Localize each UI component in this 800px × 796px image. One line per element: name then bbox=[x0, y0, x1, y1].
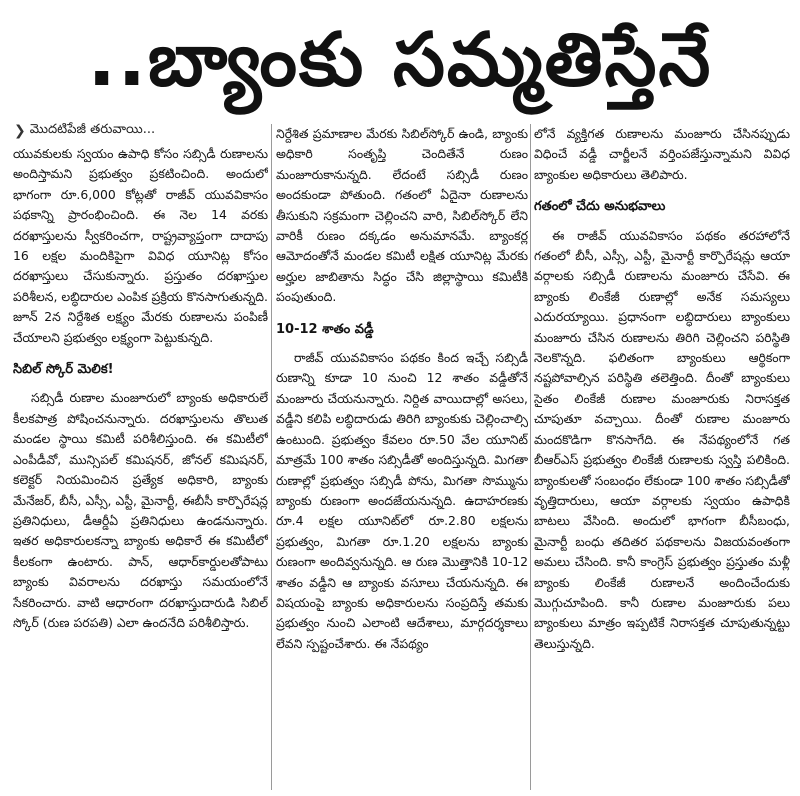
subheading: 10-12 శాతం వడ్డీ bbox=[276, 321, 374, 337]
paragraph: యువకులకు స్వయం ఉపాధి కోసం సబ్సిడీ రుణాలను అందిస్తామని ప్రభుత్వం ప్రకటించింది. అందులో భాగంగా రూ.6,000 కోట్లతో రాజీవ్ యువవికాసం పథకాన్ని ప్రారంభించింది. ఈ నెల 14 వరకు దరఖాస్తులను స్వీకరించగా, రాష్ట్రవ్యాప్తంగా దాదాపు 16 లక్షల మందికిపైగా వివిధ యూనిట్ల కోసం దరఖాస్తులు చేసుకున్నారు. ప్రస్తుతం దరఖాస్తుల పరిశీలన, లబ్ధిదారుల ఎంపిక ప్రక్రియ కొనసాగుతున్నది. జూన్ 2న నిర్దేశిత లక్ష్యం మేరకు రుణాలను పంపిణీ చేయాలని ప్రభుత్వం లక్ష్యంగా పెట్టుకున్నది. bbox=[13, 146, 268, 345]
paragraph: ఈ రాజీవ్ యువవికాసం పథకం తరహాలోనే గతంలో బీసీ, ఎస్సీ, ఎస్టీ, మైనార్టీ కార్పొరేషన్లు ఆయా వర్గాలకు సబ్సిడీ రుణాలను మంజూరు చేసేవి. ఈ బ్యాంకు లింకేజీ రుణాల్లో అనేక సమస్యలు ఎదురయ్యాయి. ప్రధానంగా లబ్ధిదారులు బ్యాంకులు మంజూరు చేసిన రుణాలను తిరిగి చెల్లించని పరిస్థితి నెలకొన్నది. ఫలితంగా బ్యాంకులు ఆర్థికంగా నష్టపోవాల్సిన పరిస్థితి తలెత్తింది. దీంతో బ్యాంకులు సైతం లింకేజీ రుణాల మంజూరుకు నిరాసక్తత చూపుతూ వచ్చాయి. దీంతో రుణాల మంజూరు మందకొడిగా కొనసాగేది. ఈ నేపథ్యంలోనే గత బీఆర్ఎస్ ప్రభుత్వం లింకేజీ రుణాలకు స్వస్తి పలికింది. బ్యాంకులతో సంబంధం లేకుండా 100 శాతం సబ్సిడీతో వృత్తిదారులు, ఆయా వర్గాలకు స్వయం ఉపాధికి బాటలు వేసింది. అందులో భాగంగా బీసీబంధు, మైనార్టీ బంధు తదితర పథకాలను విజయవంతంగా అమలు చేసింది. కానీ కాంగ్రెస్ ప్రభుత్వం ప్రస్తుతం మళ్లీ బ్యాంకు లింకేజీ రుణాలనే అందించేందుకు మొగ్గుచూపింది. కానీ రుణాల మంజూరుకు పలు బ్యాంకులు మాత్రం ఇప్పటికే నిరాసక్తత చూపుతున్నట్టు తెలుస్తున్నది. bbox=[534, 227, 790, 651]
continuation-note bbox=[14, 122, 155, 140]
paragraph: లోనే వ్యక్తిగత రుణాలను మంజూరు చేసినప్పుడు విధించే వడ్డీ చార్జీలనే వర్తింపజేస్తున్నామని వివిధ బ్యాంకుల అధికారులు తెలిపారు. bbox=[534, 126, 790, 182]
article-column-3 bbox=[534, 124, 790, 774]
continuation-text: మొదటిపేజీ తరువాయి... bbox=[29, 122, 156, 137]
column-divider bbox=[530, 124, 531, 790]
article-column-2 bbox=[276, 124, 528, 774]
headline: ..బ్యాంకు సమ్మతిస్తేనే bbox=[87, 17, 713, 103]
paragraph: సబ్సిడీ రుణాల మంజూరులో బ్యాంకు అధికారులే కీలకపాత్ర పోషించనున్నారు. దరఖాస్తులను తొలుత మండల స్థాయి కమిటీ పరిశీలిస్తుంది. ఈ కమిటీలో ఎంపీడీవో, మున్సిపల్ కమిషనర్, జోనల్ కమిషనర్, కలెక్టర్ నియమించిన ప్రత్యేక అధికారి, బ్యాంకు మేనేజర్, బీసీ, ఎస్సీ, ఎస్టీ, మైనార్టీ, ఈబీసీ కార్పొరేషన్ల ప్రతినిధులు, డీఆర్డీఏ ప్రతినిధులు ఉండనున్నారు. ఇతర అధికారులకన్నా బ్యాంకు అధికారే ఈ కమిటీలో కీలకంగా ఉంటారు. పాన్, ఆధార్‌కార్డులతోపాటు బ్యాంకు వివరాలను దరఖాస్తు సమయంలోనే సేకరించారు. వాటి ఆధారంగా దరఖాస్తుదారుడి సిబిల్ స్కోర్ (రుణ పరపతి) ఎలా ఉందనేది పరిశీలిస్తారు. bbox=[13, 390, 268, 630]
subheading: గతంలో చేదు అనుభవాలు bbox=[534, 199, 666, 215]
article-column-1 bbox=[13, 144, 268, 794]
paragraph: రాజీవ్ యువవికాసం పథకం కింద ఇచ్చే సబ్సిడీ రుణాన్ని కూడా 10 నుంచి 12 శాతం వడ్డీతోనే మంజూరు చేయనున్నారు. నిర్దిత వాయిదాల్లో అసలు, వడ్డీని కలిపి లబ్ధిదారుడు తిరిగి బ్యాంకుకు చెల్లించాల్సి ఉంటుంది. ప్రభుత్వం కేవలం రూ.50 వేల యూనిట్ మాత్రమే 100 శాతం సబ్సిడీతో అందిస్తున్నది. మిగతా రుణాల్లో ప్రభుత్వం సబ్సిడీ పోను, మిగతా సొమ్మును బ్యాంకు రుణంగా అందజేయనున్నది. ఉదాహరణకు రూ.4 లక్షల యూనిట్‌లో రూ.2.80 లక్షలను ప్రభుత్వం, మిగతా రూ.1.20 లక్షలను బ్యాంకు రుణంగా అందివ్వనున్నది. ఆ రుణ మొత్తానికి 10-12 శాతం వడ్డీని ఆ బ్యాంకు వసూలు చేయనున్నది. ఈ విషయంపై బ్యాంకు అధికారులను సంప్రదిస్తే తమకు ప్రభుత్వం నుంచి ఎలాంటి ఆదేశాలు, మార్గదర్శకాలు లేవని స్పష్టంచేశారు. ఈ నేపథ్యం bbox=[276, 350, 528, 651]
column-divider bbox=[271, 124, 272, 790]
paragraph: నిర్దేశిత ప్రమాణాల మేరకు సిబిల్‌స్కోర్ ఉండి, బ్యాంకు అధికారి సంతృప్తి చెందితేనే రుణం మంజూరుకానున్నది. లేదంటే సబ్సిడీ రుణం అందకుండా పోతుంది. గతంలో ఏదైనా రుణాలను తీసుకుని సక్రమంగా చెల్లించని వారి, సిబిల్‌స్కోర్ లేని వారికీ రుణం దక్కడం అనుమానమే. బ్యాంకర్ల ఆమోదంతోనే మండల కమిటీ లక్షిత యూనిట్ల మేరకు అర్హుల జాబితాను సిద్ధం చేసి జిల్లాస్థాయి కమిటీకి పంపుతుంది. bbox=[276, 126, 528, 305]
subheading: సిబిల్ స్కోర్ మెలిక! bbox=[13, 362, 114, 378]
chevron-right-icon: ❯ bbox=[14, 123, 26, 139]
